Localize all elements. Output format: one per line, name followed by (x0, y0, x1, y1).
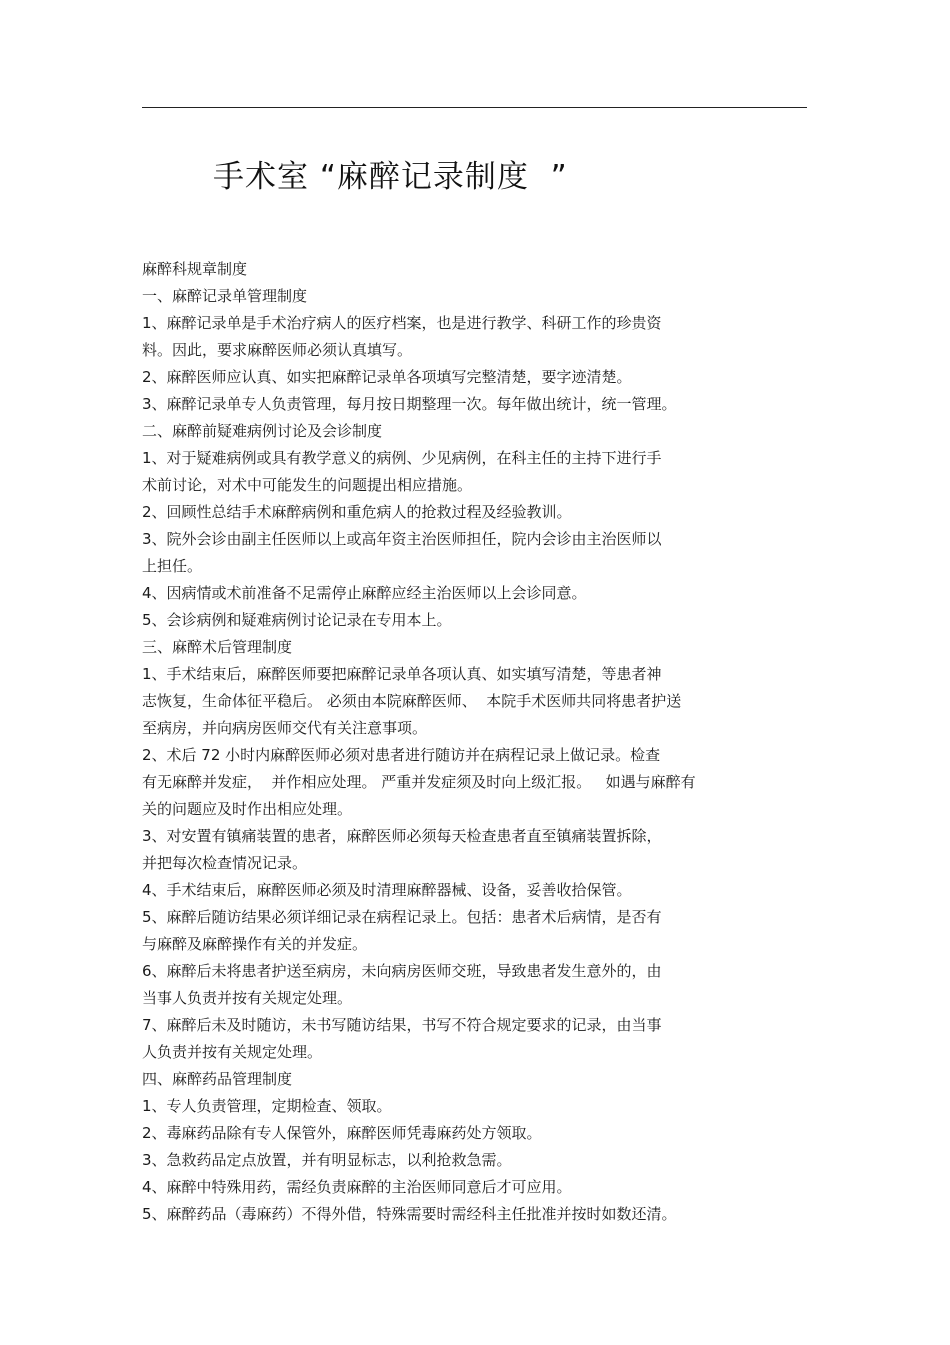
paragraph-line: 与麻醉及麻醉操作有关的并发症。 (142, 935, 368, 953)
paragraph-line: 4、因病情或术前准备不足需停止麻醉应经主治医师以上会诊同意。 (142, 584, 587, 602)
paragraph-line: 3、急救药品定点放置，并有明显标志，以利抢救急需。 (142, 1151, 512, 1169)
paragraph-line: 2、回顾性总结手术麻醉病例和重危病人的抢救过程及经验教训。 (142, 503, 572, 521)
paragraph-line: 1、对于疑难病例或具有教学意义的病例、少见病例，在科主任的主持下进行手 (142, 449, 662, 467)
paragraph-line: 2、毒麻药品除有专人保管外，麻醉医师凭毒麻药处方领取。 (142, 1124, 542, 1142)
paragraph-line: 1、麻醉记录单是手术治疗病人的医疗档案，也是进行教学、科研工作的珍贵资 (142, 314, 662, 332)
paragraph-line: 2、麻醉医师应认真、如实把麻醉记录单各项填写完整清楚，要字迹清楚。 (142, 368, 632, 386)
paragraph-line: 上担任。 (142, 557, 203, 575)
paragraph-line: 3、麻醉记录单专人负责管理，每月按日期整理一次。每年做出统计，统一管理。 (142, 395, 677, 413)
paragraph-line: 关的问题应及时作出相应处理。 (142, 800, 353, 818)
subsection-heading: 一、麻醉记录单管理制度 (142, 287, 308, 305)
subsection-heading: 四、麻醉药品管理制度 (142, 1070, 293, 1088)
subsection-heading: 二、麻醉前疑难病例讨论及会诊制度 (142, 422, 383, 440)
paragraph-line: 7、麻醉后未及时随访，未书写随访结果，书写不符合规定要求的记录，由当事 (142, 1016, 662, 1034)
paragraph-line: 5、麻醉后随访结果必须详细记录在病程记录上。包括：患者术后病情，是否有 (142, 908, 662, 926)
paragraph-line: 5、麻醉药品（毒麻药）不得外借，特殊需要时需经科主任批准并按时如数还清。 (142, 1205, 677, 1223)
section-heading: 麻醉科规章制度 (142, 260, 248, 278)
paragraph-line: 2、术后 72 小时内麻醉医师必须对患者进行随访并在病程记录上做记录。检查 (142, 746, 661, 764)
paragraph-line: 料。因此，要求麻醉医师必须认真填写。 (142, 341, 413, 359)
paragraph-line: 4、麻醉中特殊用药，需经负责麻醉的主治医师同意后才可应用。 (142, 1178, 572, 1196)
paragraph-line: 3、院外会诊由副主任医师以上或高年资主治医师担任，院内会诊由主治医师以 (142, 530, 662, 548)
header-rule (142, 107, 807, 108)
subsection-heading: 三、麻醉术后管理制度 (142, 638, 293, 656)
paragraph-line: 有无麻醉并发症， 并作相应处理。 严重并发症须及时向上级汇报。 如遇与麻醉有 (142, 773, 696, 791)
document-title: 手术室 “麻醉记录制度 ” (213, 159, 568, 195)
paragraph-line: 术前讨论，对术中可能发生的问题提出相应措施。 (142, 476, 473, 494)
paragraph-line: 志恢复，生命体征平稳后。 必须由本院麻醉医师、 本院手术医师共同将患者护送 (142, 692, 682, 710)
paragraph-line: 当事人负责并按有关规定处理。 (142, 989, 353, 1007)
paragraph-line: 6、麻醉后未将患者护送至病房，未向病房医师交班，导致患者发生意外的，由 (142, 962, 662, 980)
paragraph-line: 并把每次检查情况记录。 (142, 854, 308, 872)
paragraph-line: 1、专人负责管理，定期检查、领取。 (142, 1097, 392, 1115)
paragraph-line: 3、对安置有镇痛装置的患者，麻醉医师必须每天检查患者直至镇痛装置拆除， (142, 827, 662, 845)
paragraph-line: 4、手术结束后，麻醉医师必须及时清理麻醉器械、设备，妥善收拾保管。 (142, 881, 632, 899)
document-body (142, 256, 807, 1228)
paragraph-line: 人负责并按有关规定处理。 (142, 1043, 323, 1061)
paragraph-line: 5、会诊病例和疑难病例讨论记录在专用本上。 (142, 611, 452, 629)
paragraph-line: 1、手术结束后，麻醉医师要把麻醉记录单各项认真、如实填写清楚，等患者神 (142, 665, 662, 683)
paragraph-line: 至病房，并向病房医师交代有关注意事项。 (142, 719, 428, 737)
